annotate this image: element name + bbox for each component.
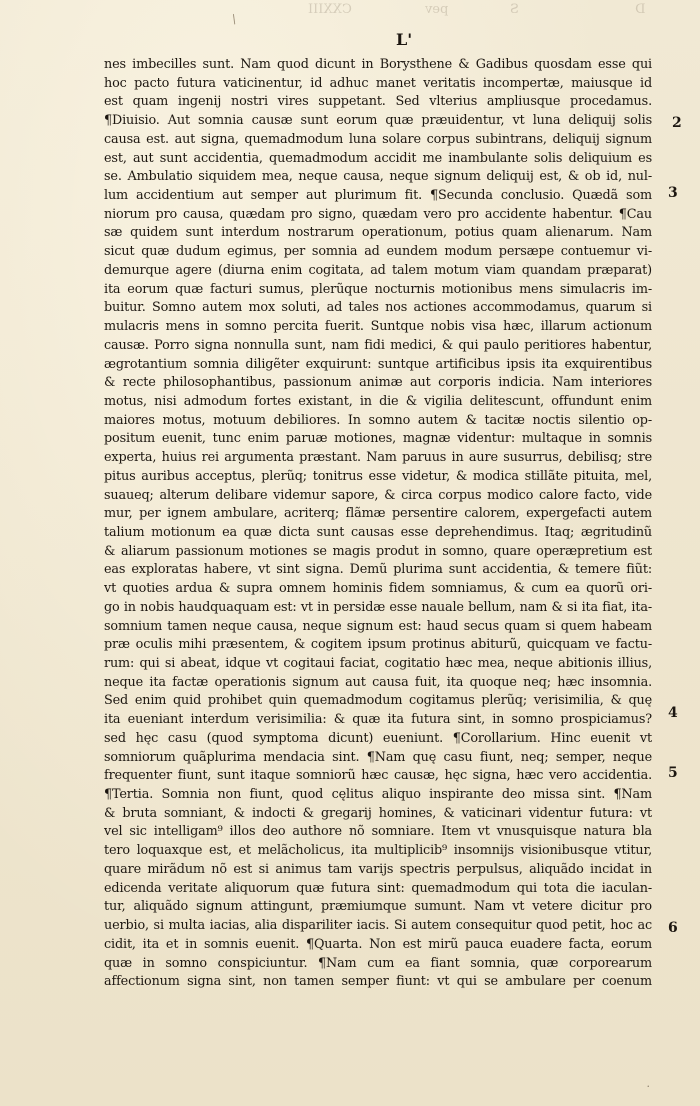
text-line: lum accidentium aut semper aut plurimum fit. ¶Secunda conclusio. Quædã som <box>104 188 652 204</box>
bleed-through-word: D <box>635 2 646 17</box>
text-line: rum: qui si abeat, idque vt cogitaui faciat, cogitatio hæc mea, neque abitionis illius, <box>104 656 652 671</box>
text-line: edicenda veritate aliquorum quæ futura sint: quemadmodum qui tota die iaculan- <box>104 880 652 896</box>
text-line: positum euenit, tunc enim paruæ motiones, magnæ videntur: multaque in somnis <box>104 431 652 447</box>
text-line: causa est. aut signa, quemadmodum luna solare corpus subintrans, deliquij signum <box>104 131 652 147</box>
margin-number: 6 <box>668 920 678 936</box>
text-line: se. Ambulatio siquidem mea, neque causa, neque signum deliquij est, & ob id, nul- <box>104 169 652 185</box>
text-line: ita eorum quæ facturi sumus, plerũque nocturnis motionibus mens simulacris im- <box>104 281 652 297</box>
text-line: cidit, ita et in somnis euenit. ¶Quarta. Non est mirũ pauca euadere facta, eorum <box>104 936 652 952</box>
text-line: eas exploratas habere, vt sint signa. Demũ plurima sunt accidentia, & temere fiũt: <box>104 562 652 578</box>
text-line: quæ in somno conspiciuntur. ¶Nam cum ea fiant somnia, quæ corporearum <box>104 955 652 971</box>
text-line: causæ. Porro signa nonnulla sunt, nam fidi medici, & qui paulo peritiores habentur, <box>104 337 652 353</box>
text-line: tur, aliquãdo signum attingunt, præmiumque sumunt. Nam vt vetere dicitur pro <box>104 899 652 915</box>
text-line: Sed enim quid prohibet quin quemadmodum cogitamus plerũq; verisimilia, & quę <box>104 693 652 709</box>
text-line: experta, huius rei argumenta præstant. Nam paruus in aure susurrus, debilisq; stre <box>104 450 652 466</box>
text-line: neque ita factæ operationis signum aut causa fuit, ita quoque neq; hæc insomnia. <box>104 674 652 690</box>
body-text <box>104 56 652 992</box>
text-line: est, aut sunt accidentia, quemadmodum accidit me inambulante solis deliquium es <box>104 150 652 166</box>
text-line: vel sic intelligam⁹ illos deo authore nõ somniare. Item vt vnusquisque natura bla <box>104 824 652 840</box>
text-line: go in nobis haudquaquam est: vt in persidæ esse nauale bellum, nam & si ita fiat, ita- <box>104 599 652 615</box>
text-line: ¶Diuisio. Aut somnia causæ sunt eorum quæ præuidentur, vt luna deliquij solis <box>104 113 652 129</box>
text-line: sed hęc casu (quod symptoma dicunt) eueniunt. ¶Corollarium. Hinc euenit vt <box>104 730 652 746</box>
text-line: somniorum quãplurima mendacia sint. ¶Nam quę casu fiunt, neq; semper, neque <box>104 749 652 765</box>
text-line: demurque agere (diurna enim cogitata, ad talem motum viam quandam præparat) <box>104 262 652 278</box>
text-line: sæ quidem sunt interdum nostrarum operationum, potius quam alienarum. Nam <box>104 225 652 241</box>
text-line: talium motionum ea quæ dicta sunt causas esse deprehendimus. Itaq; ægritudinũ <box>104 524 652 540</box>
text-line: buitur. Somno autem mox soluti, ad tales nos actiones accommodamus, quarum si <box>104 300 652 316</box>
bleed-through-word: S <box>510 2 519 17</box>
text-line: pitus auribus acceptus, plerũq; tonitrus esse videtur, & modica stillãte pituita, mel, <box>104 468 652 484</box>
text-line: somnium tamen neque causa, neque signum est: haud secus quam si quem habeam <box>104 618 652 634</box>
text-line: affectionum signa sint, non tamen semper fiunt: vt qui se ambulare per coenum <box>104 974 652 990</box>
text-line: maiores motus, motuum debiliores. In somno autem & tacitæ noctis silentio op- <box>104 412 652 428</box>
margin-number: 5 <box>668 765 678 781</box>
signature-mark: · <box>646 1080 650 1093</box>
text-line: suaueq; alterum delibare videmur sapore, & circa corpus modico calore facto, vide <box>104 487 652 503</box>
text-line: ¶Tertia. Somnia non fiunt, quod cęlitus aliquo inspirante deo missa sint. ¶Nam <box>104 787 652 803</box>
text-line: mur, per ignem ambulare, acriterq; flãmæ persentire calorem, expergefacti autem <box>104 506 652 522</box>
text-line: motus, nisi admodum fortes existant, in die & vigilia delitescunt, offundunt enim <box>104 393 652 409</box>
text-line: vt quoties ardua & supra omnem hominis fidem somniamus, & cum ea quorũ ori- <box>104 581 652 597</box>
bleed-through-text <box>300 2 680 16</box>
bleed-through-word: pev <box>425 2 449 17</box>
text-line: præ oculis mihi præsentem, & cogitem ipsum protinus abiturũ, quicquam ve factu- <box>104 637 652 653</box>
text-line: & bruta somniant, & indocti & gregarij homines, & vaticinari videntur futura: vt <box>104 805 652 821</box>
text-line: uerbio, si multa iacias, alia dispariliter iacis. Si autem consequitur quod petit, hoc ac <box>104 918 652 934</box>
text-line: & recte philosophantibus, passionum animæ aut corporis indicia. Nam interiores <box>104 375 652 391</box>
margin-number: 4 <box>668 705 678 721</box>
text-line: & aliarum passionum motiones se magis produt in somno, quare operæpretium est <box>104 543 652 559</box>
text-line: mulacris mens in somno percita fuerit. Suntque nobis visa hæc, illarum actionum <box>104 319 652 335</box>
text-line: frequenter fiunt, sunt itaque somniorũ hæc causæ, hęc signa, hæc vero accidentia. <box>104 768 652 784</box>
folio-number: L' <box>396 30 413 49</box>
text-line: ita eueniant interdum verisimilia: & quæ ita futura sint, in somno prospiciamus? <box>104 712 652 728</box>
margin-number: 2 <box>672 115 682 131</box>
text-line: nes imbecilles sunt. Nam quod dicunt in Borysthene & Gadibus quosdam esse qui <box>104 57 652 72</box>
text-line: sicut quæ dudum egimus, per somnia ad eundem modum persæpe contuemur vi- <box>104 244 652 260</box>
text-line: tero loquaxque est, et melãcholicus, ita multiplicib⁹ insomnijs visionibusque vtitur, <box>104 843 652 859</box>
pencil-mark: / <box>229 11 239 27</box>
bleed-through-word: CXXIII <box>308 2 352 17</box>
text-line: hoc pacto futura vaticinentur, id adhuc manet veritatis incompertæ, maiusque id <box>104 75 652 91</box>
margin-number: 3 <box>668 185 678 201</box>
text-line: quare mirãdum nõ est si animus tam varijs spectris perpulsus, aliquãdo incidat in <box>104 861 652 877</box>
text-line: est quam ingenij nostri vires suppetant. Sed vlterius ampliusque procedamus. <box>104 94 652 110</box>
text-line: ægrotantium somnia diligẽter exquirunt: suntque artificibus ipsis ita exquirentibus <box>104 356 652 372</box>
text-line: niorum pro causa, quædam pro signo, quædam vero pro accidente habentur. ¶Cau <box>104 206 652 222</box>
